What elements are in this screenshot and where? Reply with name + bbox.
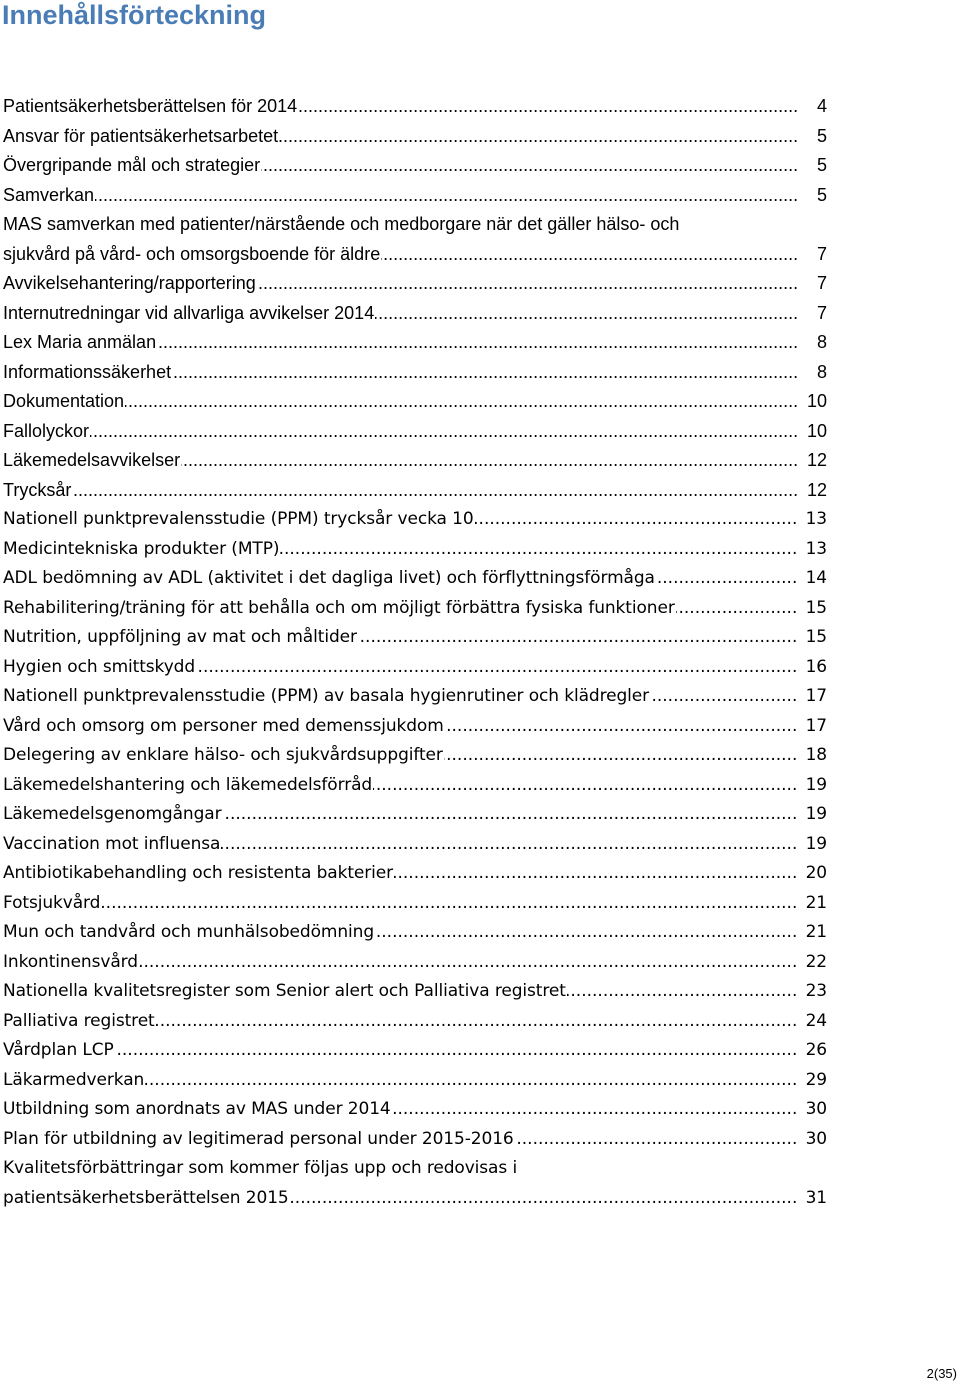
page-indicator: 2(35) bbox=[926, 1366, 957, 1381]
dot-leader bbox=[3, 476, 797, 506]
toc-entry[interactable] bbox=[3, 800, 827, 830]
toc-entry-title: Läkarmedverkan bbox=[3, 1066, 145, 1096]
toc-entry-title: Samverkan bbox=[3, 181, 95, 211]
toc-entry-page: 12 bbox=[803, 446, 827, 476]
toc-entry-title: Nutrition, uppföljning av mat och måltider bbox=[3, 623, 358, 653]
toc-entry[interactable] bbox=[3, 92, 827, 122]
toc-entry-title: Mun och tandvård och munhälsobedömning bbox=[3, 918, 375, 948]
toc-entry[interactable] bbox=[3, 240, 827, 270]
toc-entry[interactable] bbox=[3, 328, 827, 358]
toc-entry-title: Plan för utbildning av legitimerad personal under 2015-2016 bbox=[3, 1125, 515, 1155]
toc-entry-page: 8 bbox=[813, 358, 827, 388]
toc-entry-page: 21 bbox=[802, 918, 827, 948]
toc-entry[interactable] bbox=[3, 564, 827, 594]
toc-entry-title: Fotsjukvård bbox=[3, 889, 101, 919]
dot-leader bbox=[3, 181, 797, 211]
toc-entry-title: Läkemedelsgenomgångar bbox=[3, 800, 223, 830]
toc-entry-page: 4 bbox=[813, 92, 827, 122]
toc-entry-page: 17 bbox=[802, 682, 827, 712]
toc-entry-page: 12 bbox=[803, 476, 827, 506]
toc-entry-page: 5 bbox=[813, 122, 827, 152]
toc-entry-title: patientsäkerhetsberättelsen 2015 bbox=[3, 1184, 290, 1214]
toc-entry[interactable] bbox=[3, 771, 827, 801]
toc-entry-title: Nationell punktprevalensstudie (PPM) av basala hygienrutiner och klädregler bbox=[3, 682, 650, 712]
toc-entry-page: 13 bbox=[802, 505, 827, 535]
toc-entry[interactable] bbox=[3, 1125, 827, 1155]
dot-leader bbox=[3, 1036, 797, 1066]
toc-entry[interactable] bbox=[3, 387, 827, 417]
toc-entry[interactable] bbox=[3, 446, 827, 476]
toc-entry-page: 19 bbox=[802, 830, 827, 860]
toc-entry-title: Internutredningar vid allvarliga avvikelser 2014 bbox=[3, 299, 375, 329]
toc-entry-first-line[interactable] bbox=[3, 1154, 827, 1184]
toc-entry[interactable] bbox=[3, 682, 827, 712]
toc-entry-title: Dokumentation bbox=[3, 387, 125, 417]
toc-entry[interactable] bbox=[3, 535, 827, 565]
toc-entry-title: Lex Maria anmälan bbox=[3, 328, 157, 358]
toc-entry-page: 15 bbox=[802, 594, 827, 624]
toc-entry[interactable] bbox=[3, 417, 827, 447]
toc-entry-page: 14 bbox=[802, 564, 827, 594]
toc-entry-title: Delegering av enklare hälso- och sjukvårdsuppgifter bbox=[3, 741, 444, 771]
toc-entry-page: 7 bbox=[813, 240, 827, 270]
toc-entry-title: Palliativa registret bbox=[3, 1007, 156, 1037]
toc-entry-title: Läkemedelshantering och läkemedelsförråd bbox=[3, 771, 373, 801]
toc-entry-page: 22 bbox=[802, 948, 827, 978]
toc-entry-title: Övergripande mål och strategier bbox=[3, 151, 261, 181]
toc-entry-page: 31 bbox=[802, 1184, 827, 1214]
toc-entry[interactable] bbox=[3, 358, 827, 388]
dot-leader bbox=[3, 889, 797, 919]
toc-entry-title: Vaccination mot influensa bbox=[3, 830, 221, 860]
toc-entry-title: Utbildning som anordnats av MAS under 2014 bbox=[3, 1095, 392, 1125]
toc-entry-title: Antibiotikabehandling och resistenta bakterier bbox=[3, 859, 394, 889]
toc-entry-title: sjukvård på vård- och omsorgsboende för äldre bbox=[3, 240, 381, 270]
toc-entry[interactable] bbox=[3, 712, 827, 742]
toc-entry[interactable] bbox=[3, 505, 827, 535]
toc-entry-page: 15 bbox=[802, 623, 827, 653]
toc-entry[interactable] bbox=[3, 977, 827, 1007]
toc-entry-title: Hygien och smittskydd bbox=[3, 653, 196, 683]
toc-entry[interactable] bbox=[3, 299, 827, 329]
toc-entry-title: Ansvar för patientsäkerhetsarbetet bbox=[3, 122, 279, 152]
table-of-contents bbox=[3, 92, 827, 1213]
toc-entry-title: Nationella kvalitetsregister som Senior alert och Palliativa registret bbox=[3, 977, 567, 1007]
toc-entry-page: 17 bbox=[802, 712, 827, 742]
toc-entry[interactable] bbox=[3, 269, 827, 299]
toc-entry-title: Patientsäkerhetsberättelsen för 2014 bbox=[3, 92, 298, 122]
toc-entry-page: 10 bbox=[803, 417, 827, 447]
toc-entry-title: Kvalitetsförbättringar som kommer följas upp och redovisas i bbox=[3, 1154, 518, 1184]
toc-entry[interactable] bbox=[3, 948, 827, 978]
toc-entry[interactable] bbox=[3, 1184, 827, 1214]
toc-entry-page: 23 bbox=[802, 977, 827, 1007]
toc-entry[interactable] bbox=[3, 741, 827, 771]
toc-entry-page: 16 bbox=[802, 653, 827, 683]
toc-entry-title: Medicintekniska produkter (MTP) bbox=[3, 535, 280, 565]
toc-entry-title: Inkontinensvård bbox=[3, 948, 139, 978]
toc-entry-title: Läkemedelsavvikelser bbox=[3, 446, 181, 476]
toc-entry-title: Fallolyckor bbox=[3, 417, 90, 447]
toc-entry[interactable] bbox=[3, 830, 827, 860]
toc-entry-page: 21 bbox=[802, 889, 827, 919]
toc-entry[interactable] bbox=[3, 594, 827, 624]
toc-entry-page: 24 bbox=[802, 1007, 827, 1037]
toc-entry[interactable] bbox=[3, 1007, 827, 1037]
toc-entry-title: Rehabilitering/träning för att behålla och om möjligt förbättra fysiska funktioner bbox=[3, 594, 676, 624]
toc-entry-page: 19 bbox=[802, 800, 827, 830]
toc-entry[interactable] bbox=[3, 122, 827, 152]
toc-entry-page: 19 bbox=[802, 771, 827, 801]
toc-entry-title: MAS samverkan med patienter/närstående och medborgare när det gäller hälso- och bbox=[3, 210, 680, 240]
toc-entry[interactable] bbox=[3, 859, 827, 889]
toc-entry-page: 30 bbox=[802, 1125, 827, 1155]
toc-entry[interactable] bbox=[3, 623, 827, 653]
toc-entry[interactable] bbox=[3, 151, 827, 181]
toc-entry-title: Vård och omsorg om personer med demenssjukdom bbox=[3, 712, 445, 742]
toc-entry-page: 7 bbox=[813, 269, 827, 299]
toc-entry-title: Vårdplan LCP bbox=[3, 1036, 115, 1066]
toc-entry[interactable] bbox=[3, 653, 827, 683]
toc-entry-title: Nationell punktprevalensstudie (PPM) trycksår vecka 10 bbox=[3, 505, 475, 535]
toc-entry-page: 18 bbox=[802, 741, 827, 771]
toc-entry-title: Avvikelsehantering/rapportering bbox=[3, 269, 257, 299]
toc-entry-title: Trycksår bbox=[3, 476, 72, 506]
toc-entry[interactable] bbox=[3, 889, 827, 919]
toc-entry-page: 13 bbox=[802, 535, 827, 565]
dot-leader bbox=[3, 417, 797, 447]
page-title: Innehållsförteckning bbox=[2, 0, 267, 30]
toc-entry-page: 30 bbox=[802, 1095, 827, 1125]
toc-entry[interactable] bbox=[3, 1036, 827, 1066]
toc-entry-page: 29 bbox=[802, 1066, 827, 1096]
toc-entry[interactable] bbox=[3, 476, 827, 506]
toc-entry[interactable] bbox=[3, 1066, 827, 1096]
toc-entry-page: 10 bbox=[803, 387, 827, 417]
toc-entry-page: 8 bbox=[813, 328, 827, 358]
toc-entry-first-line[interactable] bbox=[3, 210, 827, 240]
toc-entry-title: ADL bedömning av ADL (aktivitet i det dagliga livet) och förflyttningsförmåga bbox=[3, 564, 656, 594]
toc-entry[interactable] bbox=[3, 918, 827, 948]
toc-entry-page: 5 bbox=[813, 151, 827, 181]
toc-entry[interactable] bbox=[3, 1095, 827, 1125]
toc-entry-page: 7 bbox=[813, 299, 827, 329]
toc-entry-page: 20 bbox=[802, 859, 827, 889]
toc-entry-title: Informationssäkerhet bbox=[3, 358, 172, 388]
toc-entry[interactable] bbox=[3, 181, 827, 211]
toc-entry-page: 5 bbox=[813, 181, 827, 211]
toc-entry-page: 26 bbox=[802, 1036, 827, 1066]
